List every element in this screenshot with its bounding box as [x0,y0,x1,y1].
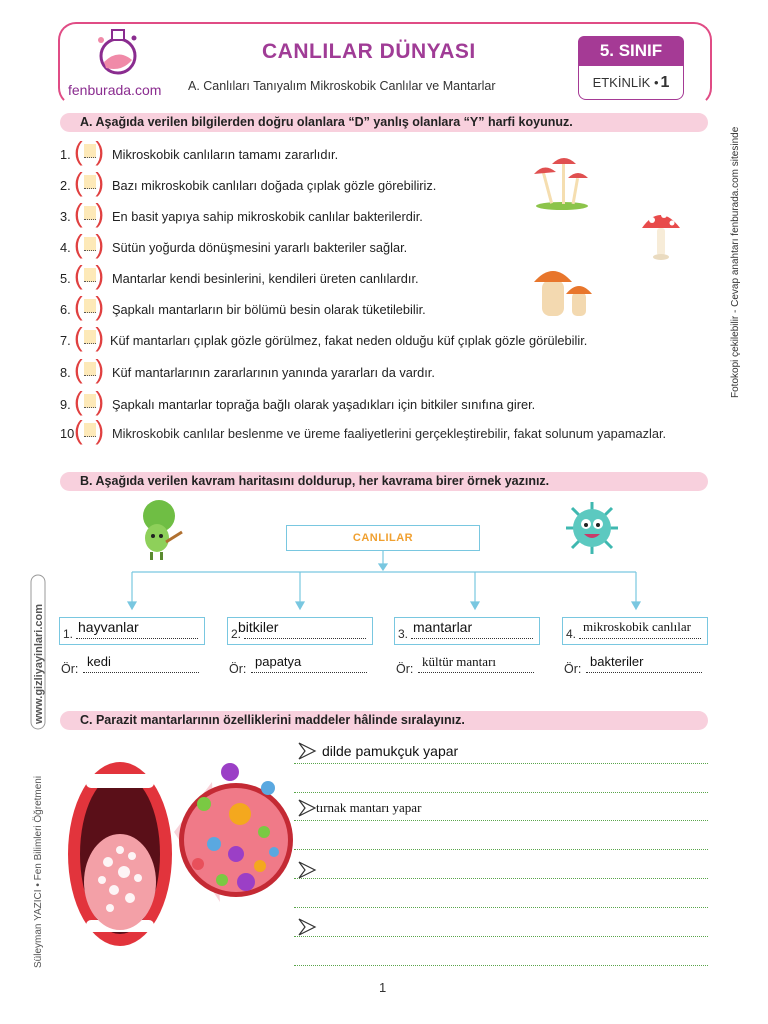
bullet-arrow-icon [297,799,317,817]
question-text: Mikroskobik canlıların tamamı zararlıdır. [112,147,339,162]
question-number: 1. [60,147,71,162]
question-text: Mikroskobik canlılar beslenme ve üreme faaliyetlerini gerçekleştirebilir, fakat solunum yapamazlar. [112,426,667,441]
answer-blank[interactable]: ( ) [74,229,104,259]
example-answer: bakteriler [590,654,644,669]
example-label: Ör: [564,662,582,676]
example-field-3[interactable] [394,656,540,678]
grade-badge: 5. SINIF [578,36,684,66]
concept-number: 3. [398,627,409,641]
activity-label: ETKİNLİK • [592,75,659,90]
section-a-instruction: A. Aşağıda verilen bilgilerden doğru olanlara “D” yanlış olanlara “Y” harfi koyunuz. [60,113,708,132]
concept-number: 1. [63,627,74,641]
question-text: Mantarlar kendi besinlerini, kendileri üreten canlılardır. [112,271,419,286]
example-answer: kedi [87,654,111,669]
concept-box-2[interactable] [227,617,373,645]
writing-line [294,936,708,937]
question-number: 3. [60,209,71,224]
question-text: Küf mantarları çıplak gözle görülmez, fakat neden olduğu küf çıplak gözle görülebilir. [110,333,588,348]
writing-line [294,849,708,850]
writing-line [294,878,708,879]
example-label: Ör: [229,662,247,676]
concept-box-3[interactable] [394,617,540,645]
example-answer: papatya [255,654,302,669]
activity-number: 1 [660,73,670,91]
writing-line [294,965,708,966]
example-field-4[interactable] [562,656,708,678]
answer-blank[interactable]: ( ) [74,136,104,166]
question-number: 2. [60,178,71,193]
question-text: Şapkalı mantarlar toprağa bağlı olarak yaşadıkları için bitkiler sınıfına girer. [112,397,536,412]
section-c-instruction: C. Parazit mantarlarının özelliklerini maddeler hâlinde sıralayınız. [60,711,708,730]
question-text: Bazı mikroskobik canlıları doğada çıplak gözle görebiliriz. [112,178,437,193]
answer-blank[interactable]: ( ) [74,354,104,384]
question-number: 8. [60,365,71,380]
logo-text: fenburada.com [68,82,162,98]
question-text: Şapkalı mantarların bir bölümü besin olarak tüketilebilir. [112,302,426,317]
question-text: Sütün yoğurda dönüşmesini yararlı bakteriler sağlar. [112,240,408,255]
answer-blank[interactable]: ( ) [74,322,104,352]
answer-blank[interactable]: ( ) [74,386,104,416]
concept-box-1[interactable] [59,617,205,645]
thrush-mouth-illustration [64,752,296,956]
question-number: 10 [60,426,75,441]
answer-blank[interactable]: ( ) [74,291,104,321]
question-number: 6. [60,302,71,317]
answer-blank[interactable]: ( ) [74,167,104,197]
publisher-site: www.gizliyayinlari.com [33,603,45,724]
concept-root: CANLILAR [286,525,480,551]
photocopy-note: Fotokopi çekilebilir - Cevap anahtarı fenburada.com sitesinde [730,126,741,398]
question-number: 7. [60,333,71,348]
question-text: Küf mantarlarının zararlarının yanında yararları da vardır. [112,365,435,380]
concept-answer: bitkiler [238,619,279,635]
example-field-1[interactable] [59,656,205,678]
section-b-instruction: B. Aşağıda verilen kavram haritasını doldurup, her kavrama birer örnek yazınız. [60,472,708,491]
bullet-arrow-icon [297,861,317,879]
example-answer: kültür mantarı [422,654,497,669]
writing-line [294,907,708,908]
author-credit: Süleyman YAZICI • Fen Bilimleri Öğretmeni [33,775,44,968]
example-field-2[interactable] [227,656,373,678]
question-number: 5. [60,271,71,286]
concept-number: 2. [231,627,242,641]
bullet-arrow-icon [297,918,317,936]
parasite-feature-answer[interactable]: tırnak mantarı yapar [316,800,422,815]
bullet-arrow-icon [297,742,317,760]
page-title: CANLILAR DÜNYASI [262,40,476,63]
answer-blank[interactable]: ( ) [74,415,104,445]
answer-blank[interactable]: ( ) [74,260,104,290]
page-number: 1 [379,980,387,995]
question-number: 9. [60,397,71,412]
concept-answer: mantarlar [413,619,473,635]
page-subtitle: A. Canlıları Tanıyalım Mikroskobik Canlılar ve Mantarlar [188,79,496,93]
question-number: 4. [60,240,71,255]
concept-box-4[interactable] [562,617,708,645]
example-label: Ör: [61,662,79,676]
publisher-site-frame [30,574,46,730]
concept-answer: hayvanlar [78,619,139,635]
writing-line [294,820,708,821]
concept-number: 4. [566,627,577,641]
answer-blank[interactable]: ( ) [74,198,104,228]
question-text: En basit yapıya sahip mikroskobik canlılar bakterilerdir. [112,209,423,224]
parasite-feature-answer[interactable]: dilde pamukçuk yapar [322,743,459,759]
concept-answer: mikroskobik canlılar [583,619,691,634]
writing-line [294,792,708,793]
example-label: Ör: [396,662,414,676]
writing-line [294,763,708,764]
